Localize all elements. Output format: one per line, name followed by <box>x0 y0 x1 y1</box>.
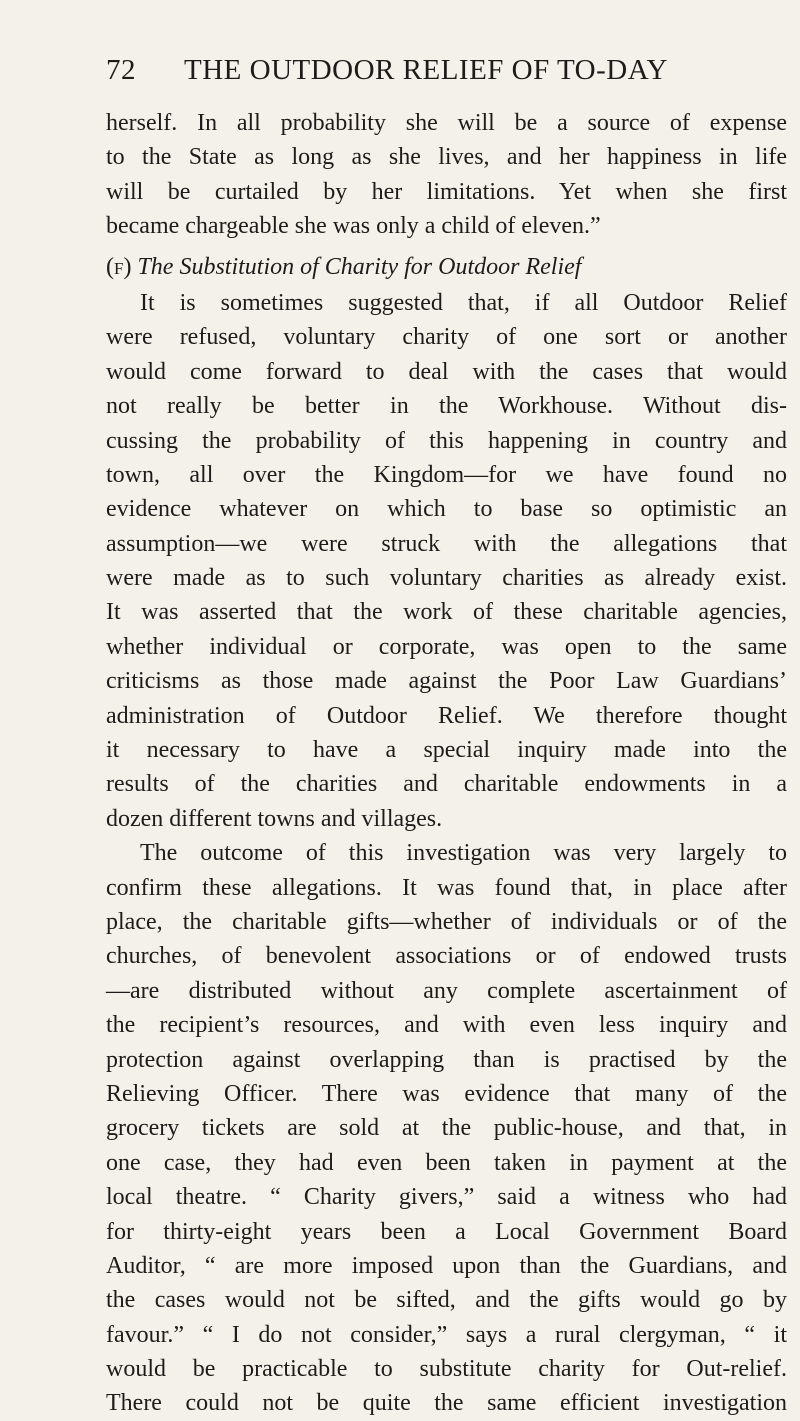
running-head <box>106 48 786 92</box>
text-line: became chargeable she was only a child of eleven.” <box>106 213 601 240</box>
text-line: whether individual or corporate, was open to the same <box>106 633 787 660</box>
text-line: were made as to such voluntary charities as already exist. <box>106 565 787 592</box>
text-line: local theatre. “ Charity givers,” said a witness who had <box>106 1184 787 1211</box>
text-line: The outcome of this investigation was very largely to <box>140 840 787 867</box>
text-line: —are distributed without any complete ascertainment of <box>106 977 787 1004</box>
section-marker: (f) <box>106 253 132 280</box>
text-line: would come forward to deal with the cases that would <box>106 358 787 385</box>
text-line: it necessary to have a special inquiry made into the <box>106 737 787 764</box>
text-line: to the State as long as she lives, and her happiness in life <box>106 144 787 171</box>
text-line: were refused, voluntary charity of one sort or another <box>106 324 787 351</box>
text-line: Auditor, “ are more imposed upon than the Guardians, and <box>106 1252 787 1279</box>
paragraph-herself <box>106 106 787 244</box>
page-number: 72 <box>106 54 136 86</box>
text-line: results of the charities and charitable endowments in a <box>106 771 787 798</box>
text-line: It was asserted that the work of these charitable agencies, <box>106 599 787 626</box>
text-line: criticisms as those made against the Poor Law Guardians’ <box>106 668 787 695</box>
text-line: town, all over the Kingdom—for we have found no <box>106 461 787 488</box>
text-line: the recipient’s resources, and with even less inquiry and <box>106 1012 787 1039</box>
text-line: assumption—we were struck with the allegations that <box>106 530 787 557</box>
text-line: the cases would not be sifted, and the gifts would go by <box>106 1287 787 1314</box>
text-line: would be practicable to substitute charity for Out-relief. <box>106 1356 787 1383</box>
paragraph-substitution <box>106 286 787 836</box>
text-line: not really be better in the Workhouse. Without dis- <box>106 393 787 420</box>
text-line: administration of Outdoor Relief. We therefore thought <box>106 702 787 729</box>
text-line: cussing the probability of this happening in country and <box>106 427 787 454</box>
text-line: will be curtailed by her limitations. Yet when she first <box>106 178 787 205</box>
paragraph-outcome <box>106 836 787 1421</box>
text-line: favour.” “ I do not consider,” says a rural clergyman, “ it <box>106 1321 787 1348</box>
text-line: dozen different towns and villages. <box>106 805 443 832</box>
text-line: for thirty-eight years been a Local Government Board <box>106 1218 787 1245</box>
text-line: confirm these allegations. It was found that, in place after <box>106 874 787 901</box>
text-line: Relieving Officer. There was evidence that many of the <box>106 1080 787 1107</box>
text-line: There could not be quite the same efficient investigation <box>106 1390 787 1417</box>
section-heading <box>106 250 787 284</box>
text-line: place, the charitable gifts—whether of individuals or of the <box>106 908 787 935</box>
text-line: evidence whatever on which to base so optimistic an <box>106 496 787 523</box>
text-line: grocery tickets are sold at the public-house, and that, in <box>106 1115 787 1142</box>
text-line: It is sometimes suggested that, if all Outdoor Relief <box>140 289 787 316</box>
section-title: The Substitution of Charity for Outdoor Relief <box>137 253 582 280</box>
text-line: churches, of benevolent associations or of endowed trusts <box>106 943 787 970</box>
text-line: protection against overlapping than is practised by the <box>106 1046 787 1073</box>
body-text <box>106 106 787 1421</box>
text-line: one case, they had even been taken in payment at the <box>106 1149 787 1176</box>
running-title: THE OUTDOOR RELIEF OF TO-DAY <box>184 54 668 86</box>
text-line: herself. In all probability she will be a source of expense <box>106 110 787 136</box>
